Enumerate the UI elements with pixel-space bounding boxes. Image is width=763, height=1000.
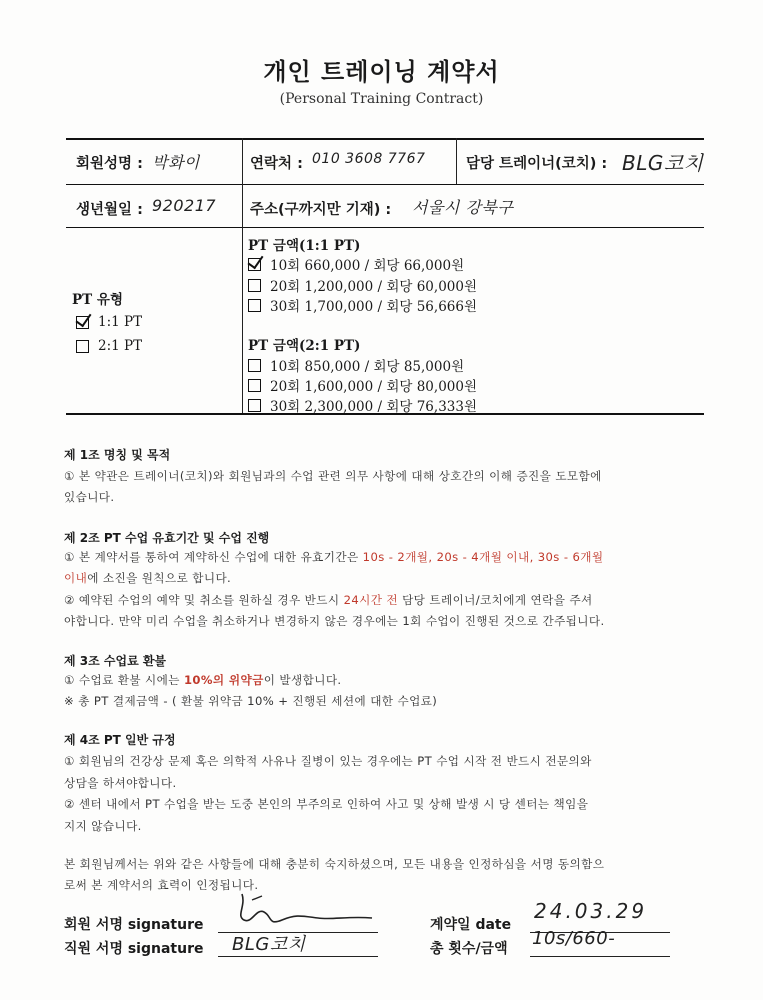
checkbox-checked-icon[interactable] xyxy=(248,258,261,271)
article-1-line: ① 본 약관은 트레이너(코치)와 회원님과의 수업 관련 의무 사항에 대해 상호간의 이해 증진을 도모함에 xyxy=(64,469,602,483)
price-option-label: 20회 1,600,000 / 회당 80,000원 xyxy=(270,379,477,395)
table-col-divider xyxy=(456,138,457,184)
address-label: 주소(구까지만 기재) : xyxy=(250,202,392,218)
article-4-line: ② 센터 내에서 PT 수업을 받는 도중 본인의 부주의로 인하여 사고 및 상해 발생 시 당 센터는 책임을 xyxy=(64,797,589,811)
pt-price-1on1-option[interactable] xyxy=(248,275,477,295)
price-option-label: 10회 660,000 / 회당 66,000원 xyxy=(270,258,465,274)
article-4-title: 제 4조 PT 일반 규정 xyxy=(64,733,176,747)
checkbox-icon[interactable] xyxy=(248,379,261,392)
staff-signature-value[interactable]: BLG코치 xyxy=(232,934,306,955)
table-top-border xyxy=(66,138,704,140)
member-signature-label: 회원 서명 signature xyxy=(64,917,204,933)
address-value[interactable]: 서울시 강북구 xyxy=(412,198,514,217)
pt-type-option-label: 1:1 PT xyxy=(98,314,143,330)
table-row-divider xyxy=(66,184,704,185)
price-option-label: 20회 1,200,000 / 회당 60,000원 xyxy=(270,279,477,295)
checkbox-icon[interactable] xyxy=(248,359,261,372)
checkbox-icon[interactable] xyxy=(248,299,261,312)
pt-price-2on1-heading: PT 금액(2:1 PT) xyxy=(248,338,361,354)
pt-type-option-label: 2:1 PT xyxy=(98,338,143,354)
article-2-line xyxy=(64,592,593,608)
article-text: 에 소진을 원칙으로 합니다. xyxy=(87,571,232,585)
article-text: ① 본 계약서를 통하여 계약하신 수업에 대한 유효기간은 xyxy=(64,550,363,564)
staff-signature-label: 직원 서명 signature xyxy=(64,941,204,957)
pt-type-option-1on1[interactable] xyxy=(76,314,142,330)
pt-type-option-2on1[interactable] xyxy=(76,338,142,354)
checkbox-icon[interactable] xyxy=(248,279,261,292)
total-sessions-amount-value[interactable]: 10s/660- xyxy=(532,928,616,949)
closing-line: 로써 본 계약서의 효력이 인정됩니다. xyxy=(64,878,259,892)
table-col-divider xyxy=(242,138,243,413)
contract-date-label: 계약일 date xyxy=(430,917,512,933)
article-highlight: 이내 xyxy=(64,571,88,585)
article-highlight: 10s - 2개월, 20s - 4개월 이내, 30s - 6개월 xyxy=(362,550,604,564)
article-4-line: 지지 않습니다. xyxy=(64,819,142,833)
price-option-label: 10회 850,000 / 회당 85,000원 xyxy=(270,359,465,375)
checkbox-checked-icon[interactable] xyxy=(76,316,89,329)
trainer-value[interactable]: BLG코치 xyxy=(622,151,704,175)
pt-type-heading: PT 유형 xyxy=(72,292,123,308)
total-sessions-amount-label: 총 횟수/금액 xyxy=(430,941,508,957)
closing-line: 본 회원님께서는 위와 같은 사항들에 대해 충분히 숙지하셨으며, 모든 내용을 인정하심을 서명 동의함으 xyxy=(64,857,605,871)
table-row-divider xyxy=(66,227,704,228)
pt-price-2on1-option[interactable] xyxy=(248,375,477,395)
birth-label: 생년월일 : xyxy=(76,202,143,218)
checkbox-icon[interactable] xyxy=(76,340,89,353)
contract-date-value[interactable]: 24.03.29 xyxy=(534,899,648,923)
pt-price-1on1-heading: PT 금액(1:1 PT) xyxy=(248,238,361,254)
birth-value[interactable]: 920217 xyxy=(152,196,217,215)
article-text: ① 수업료 환불 시에는 xyxy=(64,673,184,687)
article-highlight: 10%의 위약금 xyxy=(183,673,264,687)
article-4-line: ① 회원님의 건강상 문제 혹은 의학적 사유나 질병이 있는 경우에는 PT 수업 시작 전 반드시 전문의와 xyxy=(64,754,592,768)
article-3-line: ※ 총 PT 결제금액 - ( 환불 위약금 10% + 진행된 세션에 대한 수업료) xyxy=(64,694,438,708)
article-1-title: 제 1조 명칭 및 목적 xyxy=(64,448,171,462)
pt-price-2on1-option[interactable] xyxy=(248,395,477,415)
total-line xyxy=(530,956,670,957)
article-text: 이 발생합니다. xyxy=(263,673,342,687)
article-4-line: 상담을 하셔야합니다. xyxy=(64,776,177,790)
trainer-label: 담당 트레이너(코치) : xyxy=(466,156,608,172)
member-signature-scribble[interactable] xyxy=(222,886,382,936)
article-3-line xyxy=(64,672,342,688)
article-text: ② 예약된 수업의 예약 및 취소를 원하실 경우 반드시 xyxy=(64,593,344,607)
member-name-label: 회원성명 : xyxy=(76,156,143,172)
pt-price-1on1-option[interactable] xyxy=(248,254,464,274)
checkbox-icon[interactable] xyxy=(248,399,261,412)
article-text: 담당 트레이너/코치에게 연락을 주셔 xyxy=(398,593,593,607)
contact-label: 연락처 : xyxy=(250,156,303,172)
pt-price-1on1-option[interactable] xyxy=(248,295,477,315)
article-2-line xyxy=(64,549,603,565)
pt-price-2on1-option[interactable] xyxy=(248,355,464,375)
member-info-table xyxy=(66,138,704,414)
contact-value[interactable]: 010 3608 7767 xyxy=(312,151,426,167)
page-title: 개인 트레이닝 계약서 xyxy=(263,58,500,86)
article-2-title: 제 2조 PT 수업 유효기간 및 수업 진행 xyxy=(64,531,270,545)
member-name-value[interactable]: 박화이 xyxy=(152,153,200,172)
page-subtitle: (Personal Training Contract) xyxy=(279,91,484,107)
article-2-line xyxy=(64,570,231,586)
price-option-label: 30회 1,700,000 / 회당 56,666원 xyxy=(270,299,477,315)
article-highlight: 24시간 전 xyxy=(343,593,398,607)
article-3-title: 제 3조 수업료 환불 xyxy=(64,654,167,668)
article-2-line: 야합니다. 만약 미리 수업을 취소하거나 변경하지 않은 경우에는 1회 수업이 진행된 것으로 간주됩니다. xyxy=(64,614,605,628)
staff-signature-line xyxy=(218,956,378,957)
article-1-line: 있습니다. xyxy=(64,490,115,504)
price-option-label: 30회 2,300,000 / 회당 76,333원 xyxy=(270,399,477,415)
